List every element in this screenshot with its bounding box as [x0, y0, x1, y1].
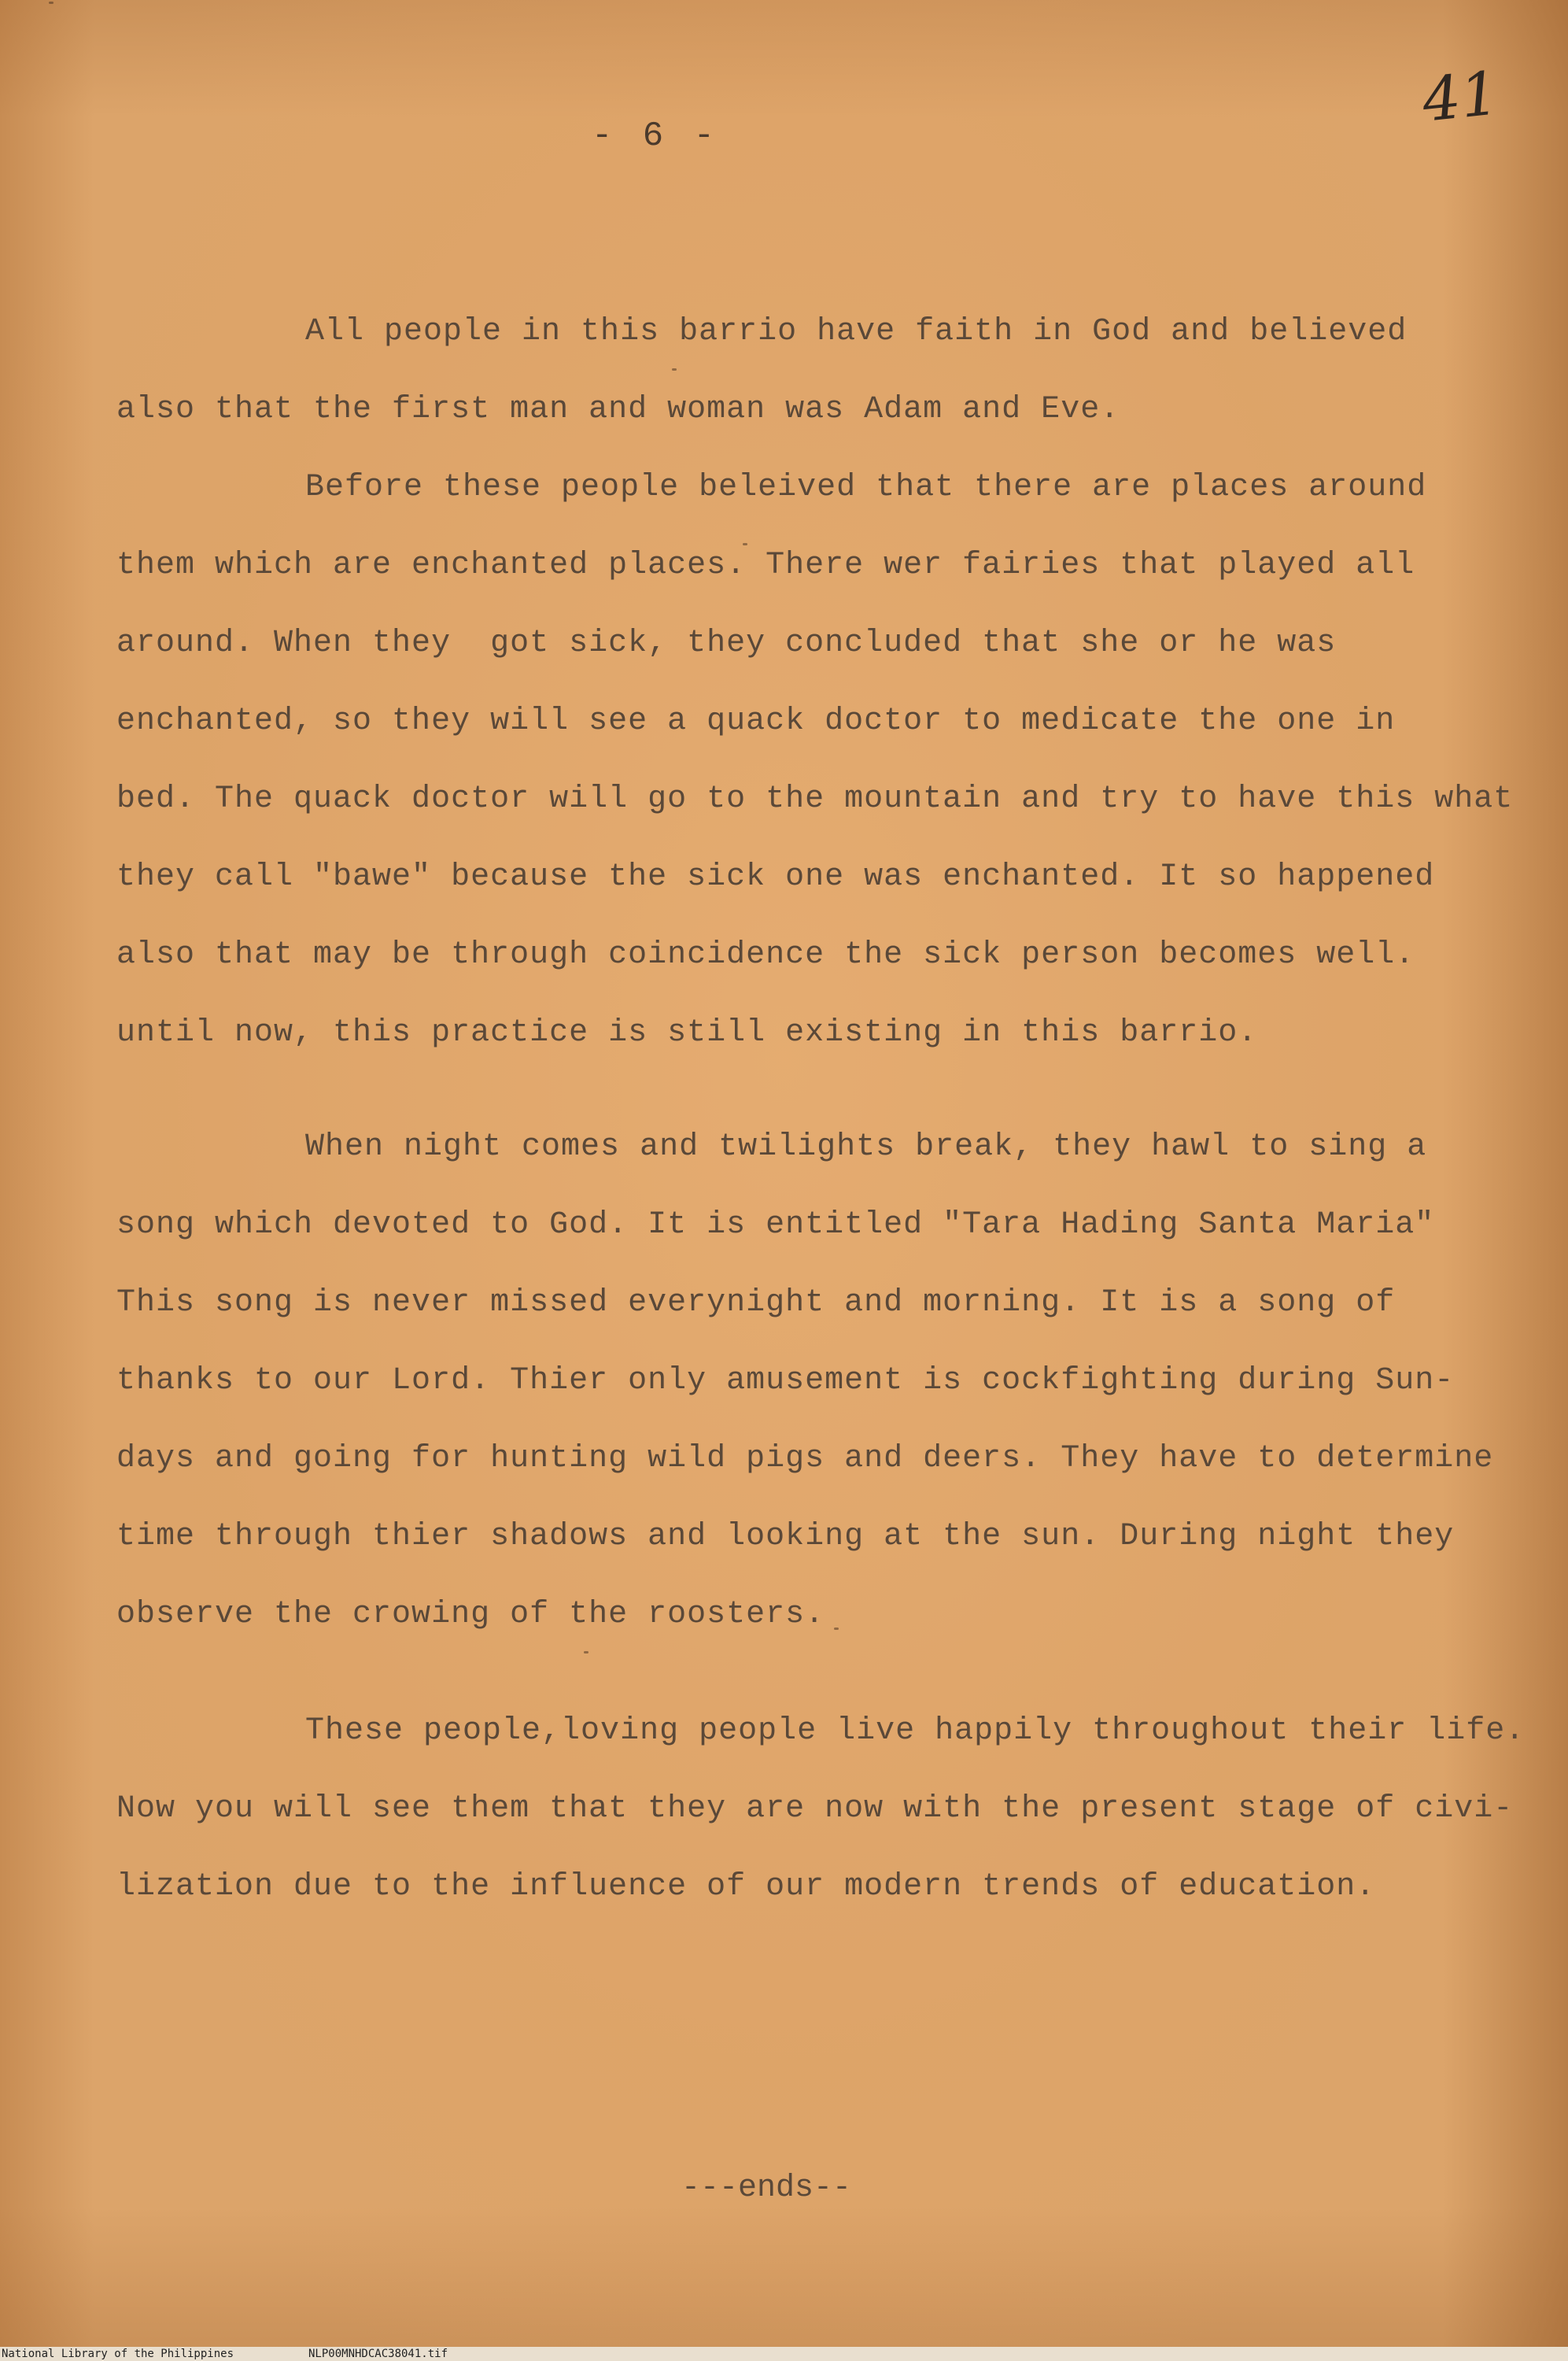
text-line: time through thier shadows and looking at the sun. During night they: [116, 1519, 1455, 1554]
page-number: - 6 -: [592, 116, 720, 156]
ends-marker: ---ends--: [681, 2171, 852, 2206]
paragraph-1: [116, 293, 1470, 449]
text-line: days and going for hunting wild pigs and deers. They have to determine: [116, 1441, 1494, 1476]
paper-speck: [834, 1628, 839, 1630]
text-line: These people,loving people live happily throughout their life.: [305, 1713, 1526, 1749]
text-line: observe the crowing of the roosters.: [116, 1597, 825, 1632]
text-line: Now you will see them that they are now with the present stage of civi-: [116, 1791, 1514, 1827]
text-line: bed. The quack doctor will go to the mountain and try to have this what: [116, 781, 1514, 817]
text-line: When night comes and twilights break, they hawl to sing a: [305, 1129, 1427, 1165]
paper-speck: [672, 368, 677, 371]
text-line: they call "bawe" because the sick one was enchanted. It so happened: [116, 859, 1435, 895]
text-line: until now, this practice is still existing in this barrio.: [116, 1015, 1258, 1051]
text-line: them which are enchanted places. There wer fairies that played all: [116, 548, 1415, 583]
paper-speck: [584, 1651, 588, 1653]
text-line: Before these people beleived that there are places around: [305, 470, 1427, 505]
handwritten-page-number: 41: [1419, 57, 1503, 135]
paper-speck: [743, 543, 747, 545]
text-line: song which devoted to God. It is entitled "Tara Hading Santa Maria": [116, 1207, 1435, 1243]
text-line: also that may be through coincidence the sick person becomes well.: [116, 937, 1415, 973]
paragraph-3: [116, 1108, 1494, 1653]
text-line: around. When they got sick, they concluded that she or he was: [116, 626, 1337, 661]
text-line: lization due to the influence of our modern trends of education.: [116, 1869, 1376, 1905]
text-line: This song is never missed everynight and morning. It is a song of: [116, 1285, 1396, 1321]
footer-source: National Library of the Philippines: [2, 2348, 234, 2360]
footer-filename: NLP00MNHDCAC38041.tif: [308, 2348, 448, 2360]
text-line: All people in this barrio have faith in God and believed: [305, 314, 1408, 349]
text-line: thanks to our Lord. Thier only amusement is cockfighting during Sun-: [116, 1363, 1455, 1398]
archive-footer: [0, 2347, 1568, 2361]
text-line: enchanted, so they will see a quack doctor to medicate the one in: [116, 704, 1396, 739]
paper-speck: [49, 2, 53, 4]
paragraph-4: [116, 1692, 1526, 1926]
paragraph-2: [116, 449, 1514, 1072]
text-line: also that the first man and woman was Adam and Eve.: [116, 392, 1120, 427]
